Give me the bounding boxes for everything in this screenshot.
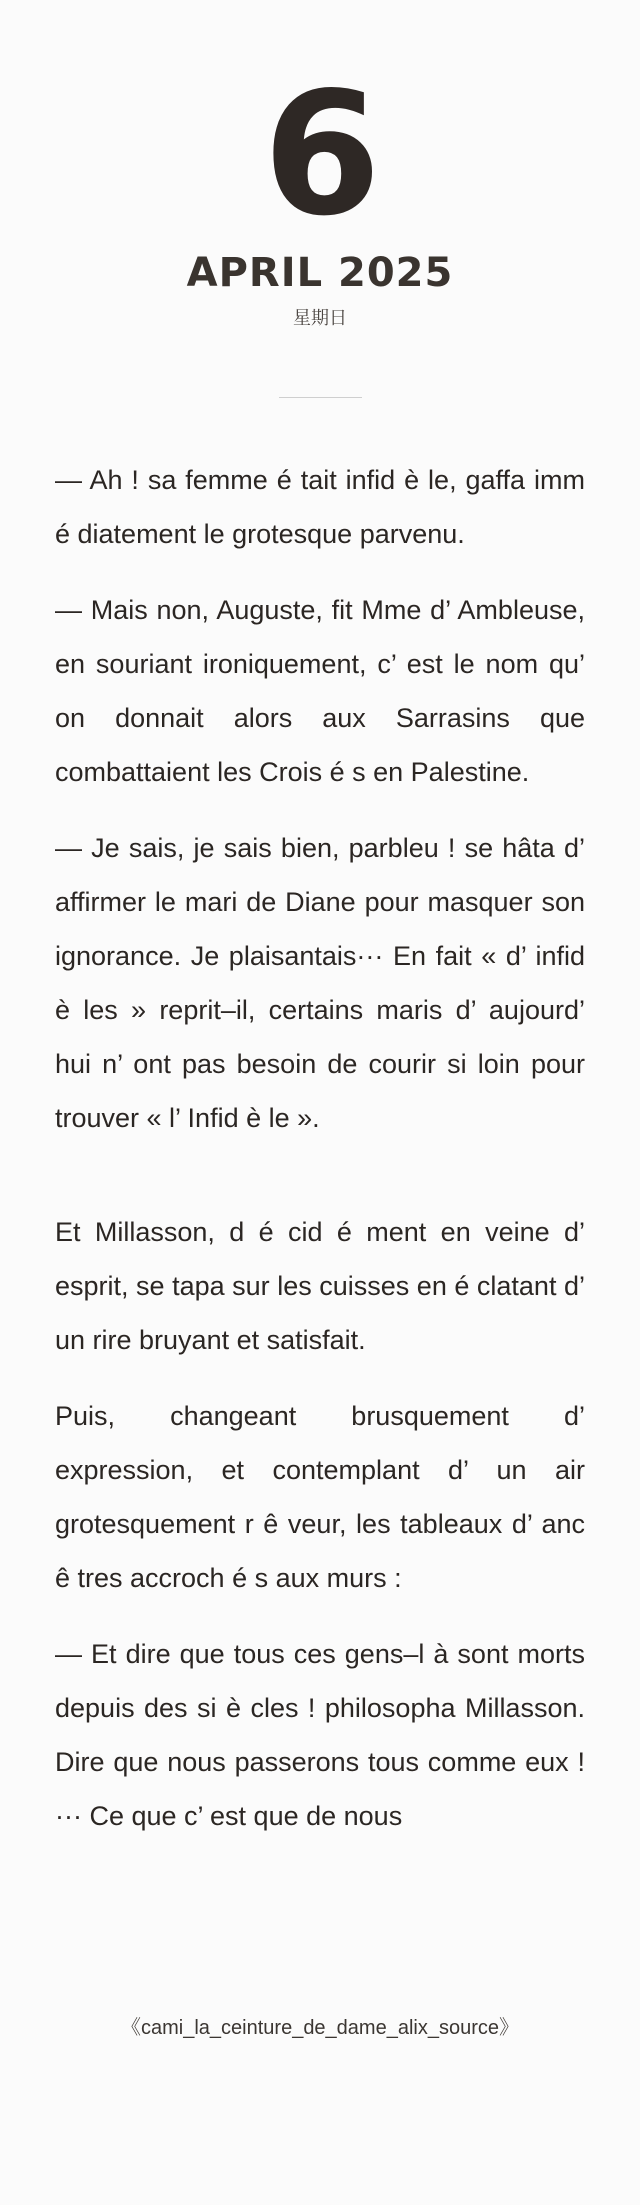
- paragraph: Et Millasson, d é cid é ment en veine d’ esprit, se tapa sur les cuisses en é clatant d’ un rire bruyant et satisfait.: [55, 1217, 585, 1355]
- paragraph: — Ah ! sa femme é tait infid è le, gaffa imm é diatement le grotesque parvenu.: [55, 465, 585, 549]
- weekday: 星期日: [293, 308, 347, 329]
- date-header: [0, 56, 640, 330]
- divider: [279, 397, 362, 398]
- paragraph: — Je sais, je sais bien, parbleu ! se hâta d’ affirmer le mari de Diane pour masquer son ignorance. Je plaisantais··· En fait « d’ infid è les » reprit–il, certains maris d’ aujourd’ hui n’ ont pas besoin de courir si loin pour trouver « l’ Infid è le ».: [55, 833, 585, 1133]
- quote-text: [55, 453, 585, 1865]
- paragraph: Puis, changeant brusquement d’ expression, et contemplant d’ un air grotesquement r ê veur, les tableaux d’ anc ê tres accroch é s aux murs :: [55, 1401, 585, 1593]
- month-year: APRIL 2025: [186, 250, 454, 296]
- source-caption: 《cami_la_ceinture_de_dame_alix_source》: [121, 2017, 519, 2039]
- paragraph: — Mais non, Auguste, fit Mme d’ Ambleuse, en souriant ironiquement, c’ est le nom qu’ on donnait alors aux Sarrasins que combattaient les Crois é s en Palestine.: [55, 595, 585, 787]
- paragraph: — Et dire que tous ces gens–l à sont morts depuis des si è cles ! philosopha Millasson. Dire que nous passerons tous comme eux !··· Ce que c’ est que de nous: [55, 1639, 585, 1831]
- day-number: 6: [262, 56, 378, 254]
